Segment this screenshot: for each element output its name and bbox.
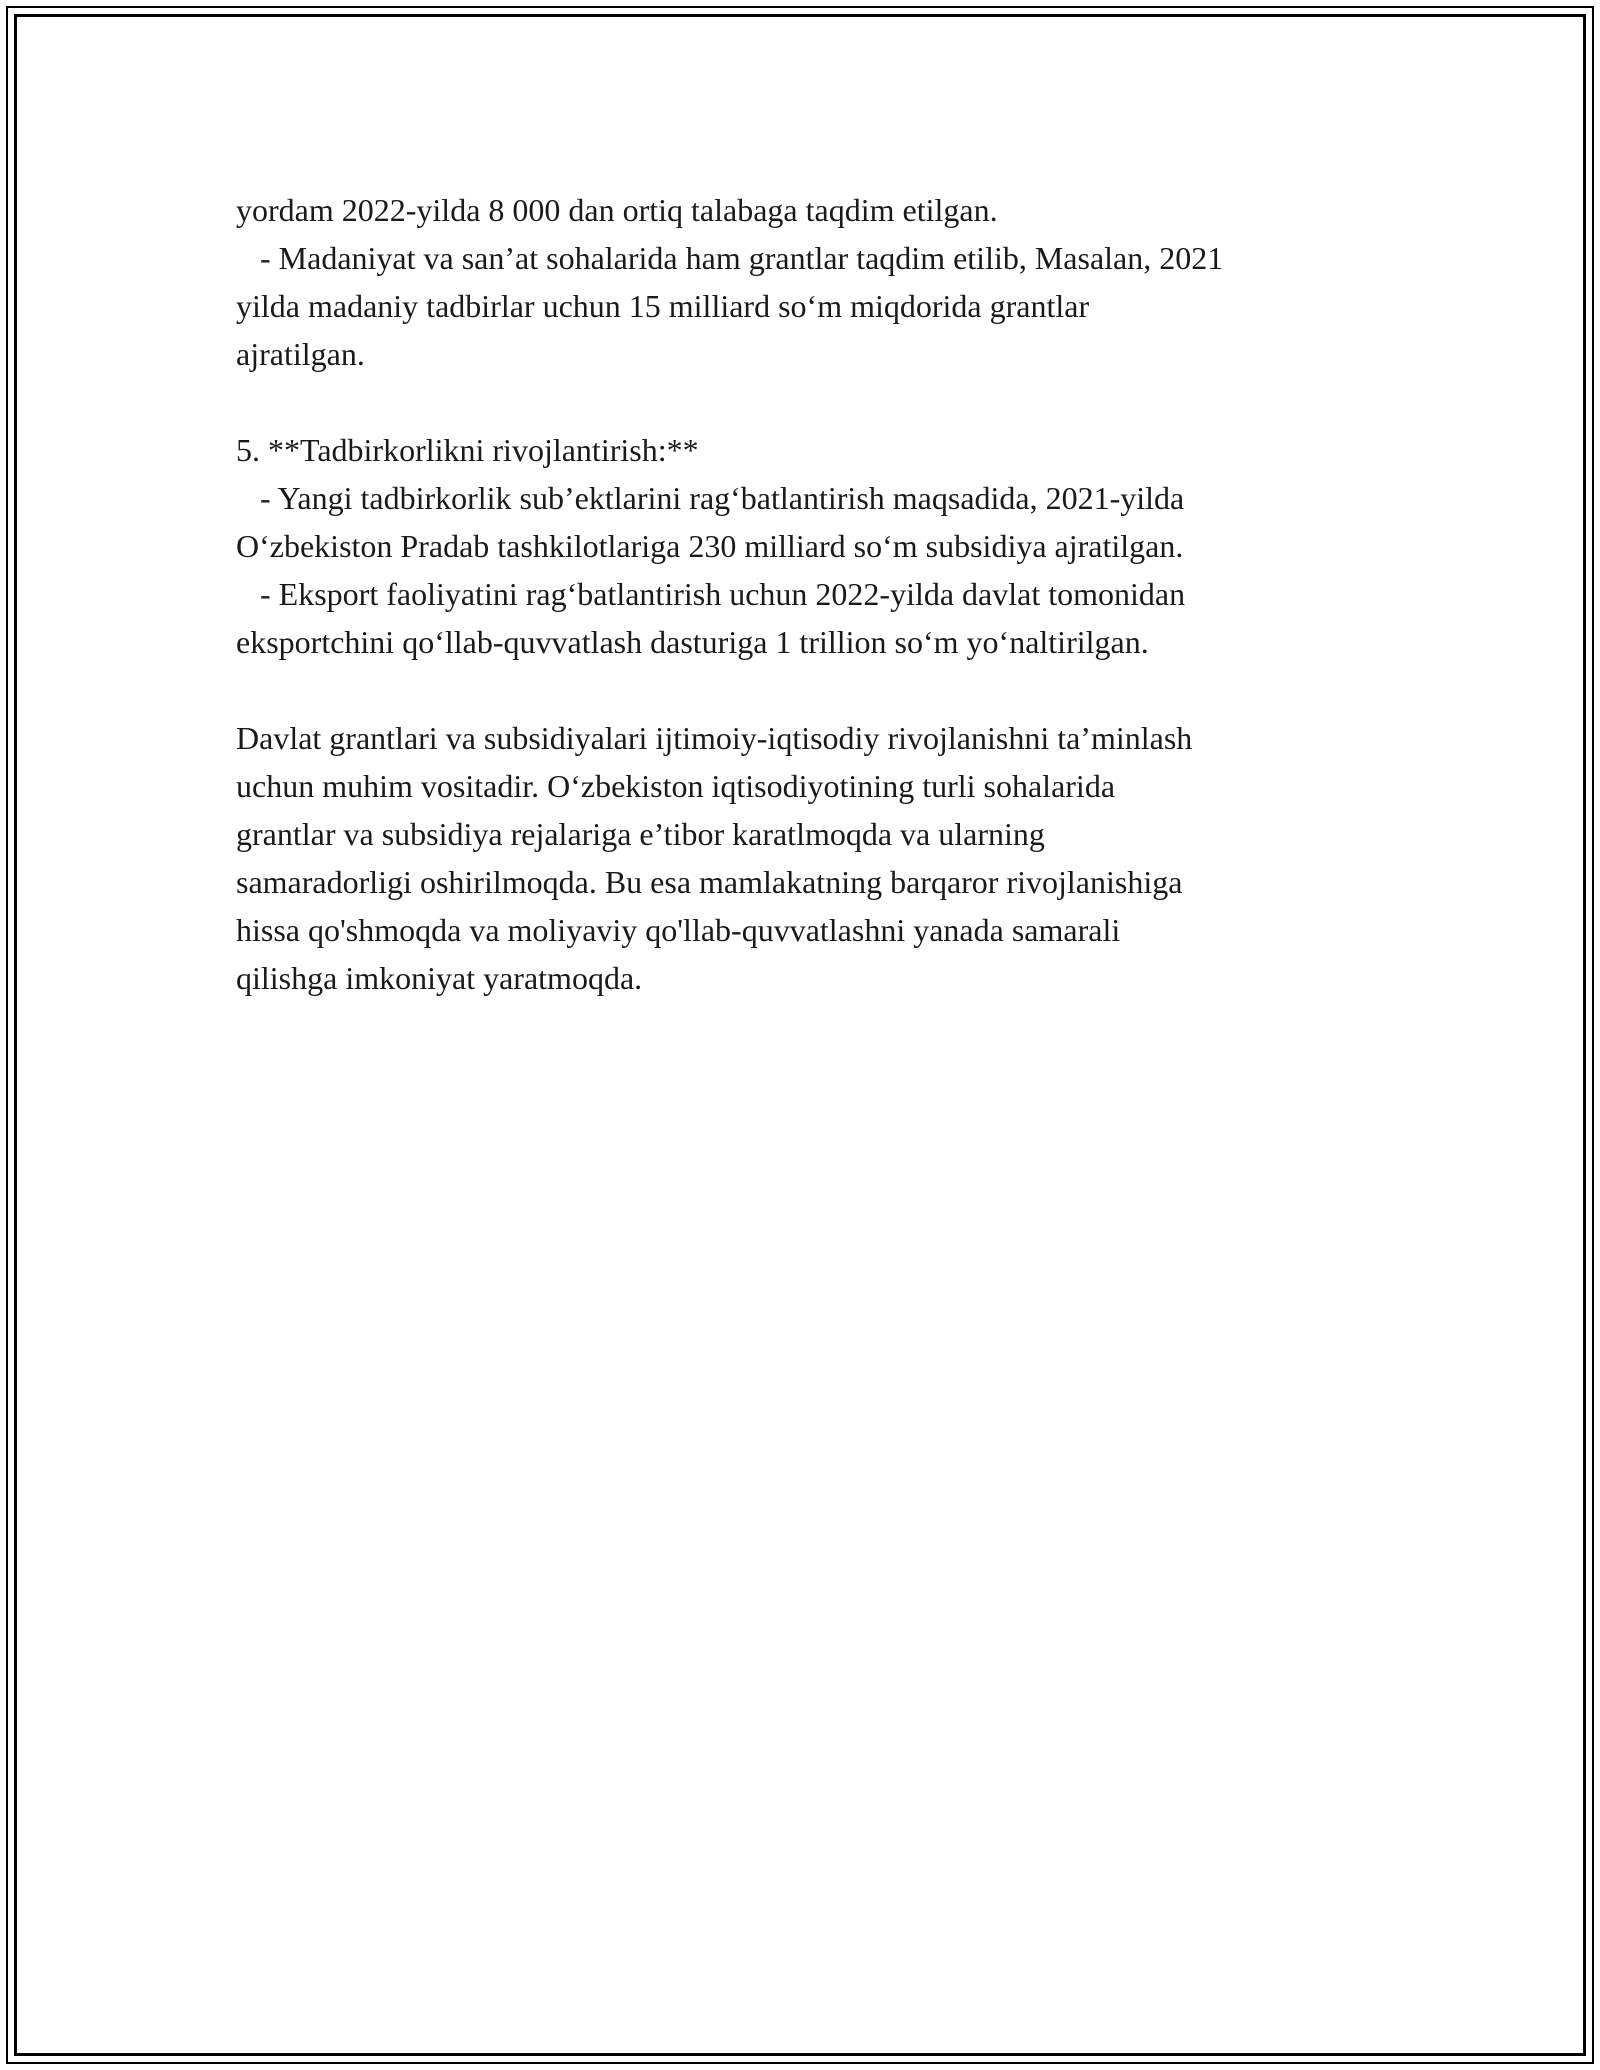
text-line: O‘zbekiston Pradab tashkilotlariga 230 milliard so‘m subsidiya ajratilgan. <box>236 528 1184 564</box>
section-heading: 5. **Tadbirkorlikni rivojlantirish:** <box>236 432 699 468</box>
text-line: eksportchini qo‘llab-quvvatlash dasturiga 1 trillion so‘m yo‘naltirilgan. <box>236 624 1149 660</box>
text-line: samaradorligi oshirilmoqda. Bu esa mamlakatning barqaror rivojlanishiga <box>236 864 1183 900</box>
text-line: - Yangi tadbirkorlik sub’ektlarini rag‘batlantirish maqsadida, 2021-yilda <box>236 480 1185 516</box>
paragraph-spacer <box>236 378 1416 426</box>
text-line: yilda madaniy tadbirlar uchun 15 milliard so‘m miqdorida grantlar <box>236 288 1090 324</box>
text-line: qilishga imkoniyat yaratmoqda. <box>236 960 643 996</box>
paragraph-spacer <box>236 666 1416 714</box>
text-line: ajratilgan. <box>236 336 365 372</box>
text-line: - Eksport faoliyatini rag‘batlantirish uchun 2022-yilda davlat tomonidan <box>236 576 1186 612</box>
text-line: yordam 2022-yilda 8 000 dan ortiq talabaga taqdim etilgan. <box>236 192 998 228</box>
paragraph-conclusion <box>236 714 1416 1002</box>
paragraph-entrepreneurship <box>236 426 1416 666</box>
paragraph-grants-continued <box>236 186 1416 378</box>
text-line: hissa qo'shmoqda va moliyaviy qo'llab-quvvatlashni yanada samarali <box>236 912 1121 948</box>
document-body <box>236 186 1416 1002</box>
text-line: grantlar va subsidiya rejalariga e’tibor karatlmoqda va ularning <box>236 816 1045 852</box>
text-line: uchun muhim vositadir. O‘zbekiston iqtisodiyotining turli sohalarida <box>236 768 1116 804</box>
text-line: - Madaniyat va san’at sohalarida ham grantlar taqdim etilib, Masalan, 2021 <box>236 240 1224 276</box>
text-line: Davlat grantlari va subsidiyalari ijtimoiy-iqtisodiy rivojlanishni ta’minlash <box>236 720 1193 756</box>
